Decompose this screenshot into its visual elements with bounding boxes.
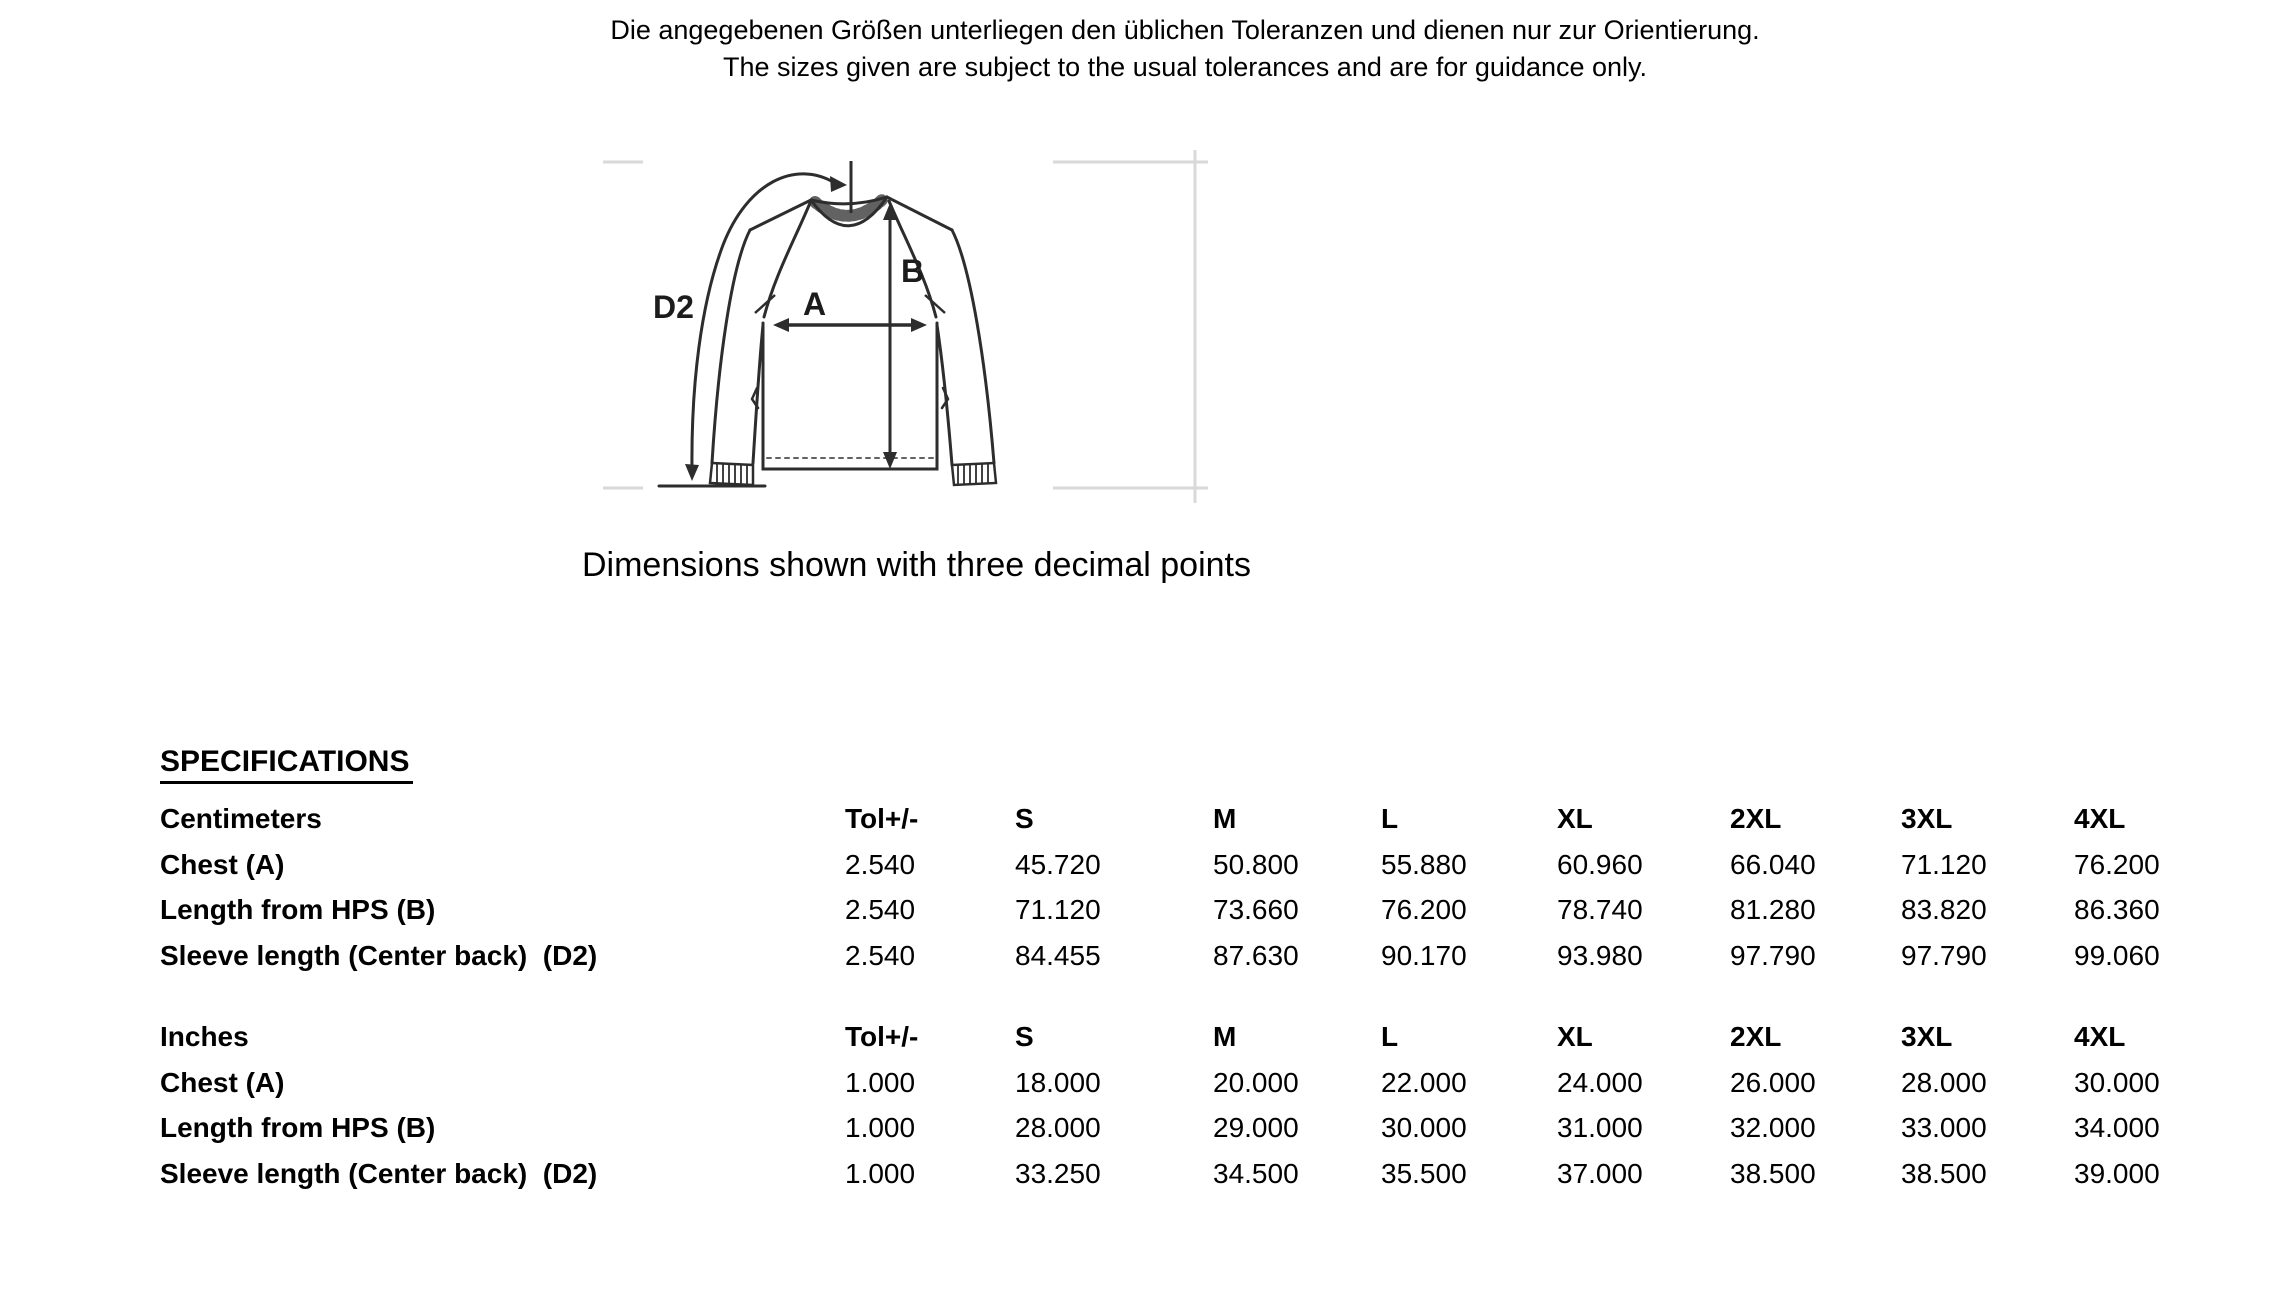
unit-label: Inches [160, 1021, 249, 1052]
spec-value: 20.000 [1213, 1066, 1299, 1098]
disclaimer-german: Die angegebenen Größen unterliegen den üblichen Toleranzen und dienen nur zur Orientierung. [610, 15, 1760, 45]
spec-value: 1.000 [845, 1157, 916, 1189]
spec-value: 60.960 [1557, 848, 1643, 880]
size-header: S [1015, 1021, 1034, 1052]
table-row [160, 1060, 2220, 1106]
spec-value: 31.000 [1557, 1112, 1643, 1143]
spec-value: 93.980 [1557, 939, 1643, 971]
size-table-inches [160, 1014, 2220, 1196]
table-row [160, 1105, 2220, 1151]
garment-measurement-diagram [595, 145, 1245, 510]
spec-value: 86.360 [2074, 894, 2160, 925]
spec-value: 87.630 [1213, 939, 1299, 971]
spec-value: 29.000 [1213, 1112, 1299, 1143]
specifications-title: SPECIFICATIONS [160, 745, 413, 784]
sweater-diagram-icon [595, 145, 1245, 510]
row-label: Chest (A) [160, 1066, 285, 1098]
spec-value: 71.120 [1901, 848, 1987, 880]
spec-value: 30.000 [2074, 1066, 2160, 1098]
length-arrow [883, 203, 897, 469]
spec-value: 28.000 [1901, 1066, 1987, 1098]
spec-value: 33.250 [1015, 1157, 1101, 1189]
table-row [160, 842, 2220, 888]
size-header: XL [1557, 803, 1593, 834]
row-label: Length from HPS (B) [160, 894, 436, 925]
cuff-rib-lines [717, 463, 988, 485]
spec-value: 97.790 [1901, 939, 1987, 971]
spec-value: 26.000 [1730, 1066, 1816, 1098]
table-row [160, 933, 2220, 979]
row-label: Length from HPS (B) [160, 1112, 436, 1143]
size-header: L [1381, 1021, 1399, 1052]
spec-value: 34.000 [2074, 1112, 2160, 1143]
size-header: XL [1557, 1021, 1593, 1052]
spec-value: 76.200 [2074, 848, 2160, 880]
spec-value: 55.880 [1381, 848, 1467, 880]
row-label: Chest (A) [160, 848, 285, 880]
spec-value: 81.280 [1730, 894, 1816, 925]
spec-value: 38.500 [1901, 1157, 1987, 1189]
spec-value: 1.000 [845, 1112, 916, 1143]
spec-value: 37.000 [1557, 1157, 1643, 1189]
spec-value: 32.000 [1730, 1112, 1816, 1143]
spec-value: 73.660 [1213, 894, 1299, 925]
spec-value: 34.500 [1213, 1157, 1299, 1189]
spec-value: 2.540 [845, 848, 916, 880]
size-header: 4XL [2074, 803, 2126, 834]
row-label: Sleeve length (Center back) (D2) [160, 939, 598, 971]
size-header: 4XL [2074, 1021, 2126, 1052]
disclaimer-english: The sizes given are subject to the usual tolerances and are for guidance only. [722, 52, 1648, 82]
size-header: 3XL [1901, 803, 1953, 834]
spec-value: 50.800 [1213, 848, 1299, 880]
table-row [160, 1151, 2220, 1197]
spec-value: 33.000 [1901, 1112, 1987, 1143]
spec-value: 97.790 [1730, 939, 1816, 971]
size-header: 2XL [1730, 1021, 1782, 1052]
size-header: 2XL [1730, 803, 1782, 834]
spec-value: 45.720 [1015, 848, 1101, 880]
spec-value: 2.540 [845, 894, 916, 925]
measure-label-chest: A [803, 286, 827, 322]
size-header: 3XL [1901, 1021, 1953, 1052]
diagram-caption: Dimensions shown with three decimal points [582, 546, 1251, 584]
specifications-section [160, 745, 2220, 1196]
table-header-row [160, 796, 2220, 842]
spec-value: 84.455 [1015, 939, 1101, 971]
spec-value: 38.500 [1730, 1157, 1816, 1189]
size-header: L [1381, 803, 1399, 834]
spec-value: 35.500 [1381, 1157, 1467, 1189]
size-header: M [1213, 1021, 1237, 1052]
spec-value: 1.000 [845, 1066, 916, 1098]
spec-value: 83.820 [1901, 894, 1987, 925]
measure-label-sleeve: D2 [653, 289, 694, 325]
unit-label: Centimeters [160, 803, 322, 834]
size-header: M [1213, 803, 1237, 834]
spec-value: 78.740 [1557, 894, 1643, 925]
spec-value: 90.170 [1381, 939, 1467, 971]
spec-value: 2.540 [845, 939, 916, 971]
spec-value: 24.000 [1557, 1066, 1643, 1098]
spec-value: 39.000 [2074, 1157, 2160, 1189]
spec-value: 76.200 [1381, 894, 1467, 925]
measure-label-length: B [901, 253, 925, 289]
spec-value: 30.000 [1381, 1112, 1467, 1143]
size-header: Tol+/- [845, 1021, 919, 1052]
spec-value: 22.000 [1381, 1066, 1467, 1098]
section-gap [160, 978, 2220, 1014]
spec-value: 18.000 [1015, 1066, 1101, 1098]
table-row [160, 887, 2220, 933]
sleeve-arrow [685, 174, 847, 481]
spec-value: 66.040 [1730, 848, 1816, 880]
table-header-row [160, 1014, 2220, 1060]
row-label: Sleeve length (Center back) (D2) [160, 1157, 598, 1189]
size-header: S [1015, 803, 1034, 834]
spec-value: 71.120 [1015, 894, 1101, 925]
chest-arrow [755, 295, 945, 332]
size-header: Tol+/- [845, 803, 919, 834]
disclaimer-block [100, 12, 2270, 86]
size-table-centimeters [160, 796, 2220, 978]
spec-value: 99.060 [2074, 939, 2160, 971]
sweater-outline [659, 197, 996, 486]
spec-value: 28.000 [1015, 1112, 1101, 1143]
